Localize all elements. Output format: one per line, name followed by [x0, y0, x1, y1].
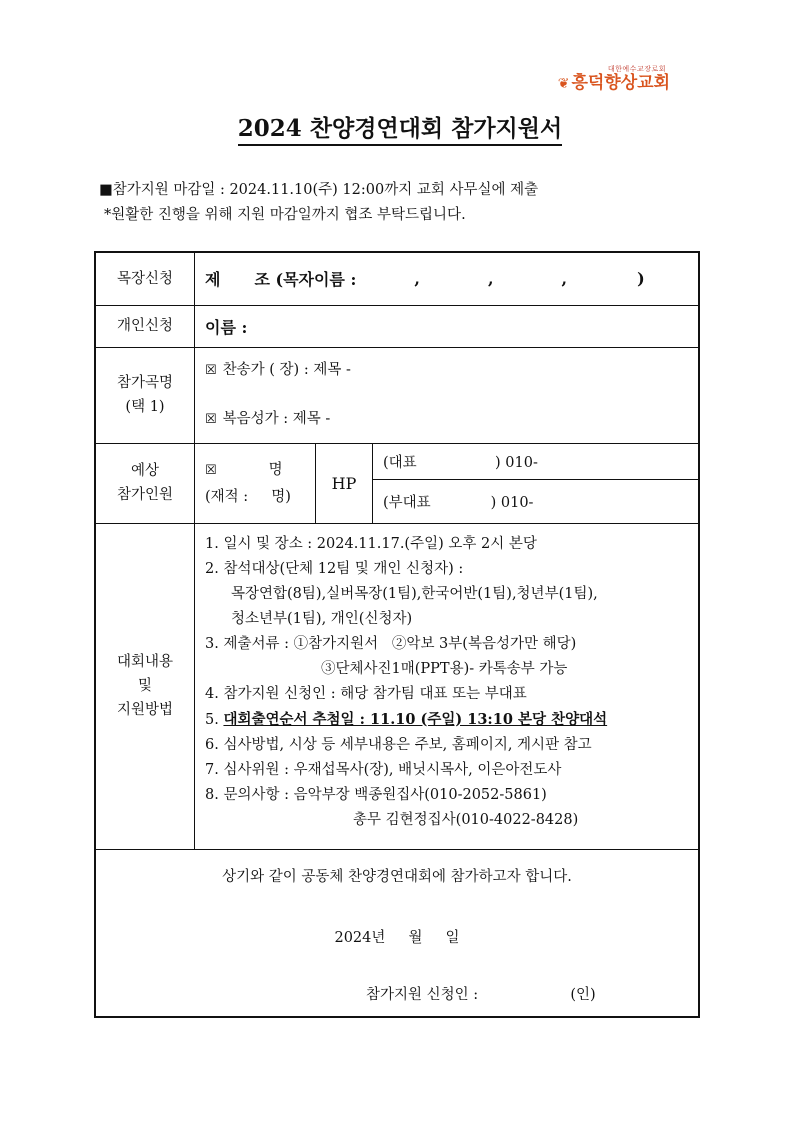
yesang-label-line1: 예상: [130, 463, 159, 479]
headcount-field[interactable]: [195, 443, 316, 523]
mokjang-jo: 조 (목자이름 :: [254, 270, 357, 290]
gok-label: [95, 347, 195, 443]
gok-label-line1: 참가곡명: [116, 375, 174, 391]
mokjang-label: 목장신청: [95, 252, 195, 305]
declaration-text: 상기와 같이 공동체 찬양경연대회에 참가하고자 합니다.: [222, 869, 572, 886]
list-item: 8. 문의사항 : 음악부장 백종원집사(010-2052-5861): [205, 786, 547, 803]
row-sign: [95, 849, 699, 1017]
mokjang-close: ): [637, 269, 645, 289]
daepyo-phone-field[interactable]: [373, 443, 700, 479]
applicant-signature-line[interactable]: 참가지원 신청인 : (인): [366, 987, 596, 1004]
list-item: 청소년부(1팀), 개인(신청자): [231, 610, 413, 627]
list-item: [205, 707, 698, 733]
gaein-name-label: 이름 :: [205, 317, 248, 337]
mokjang-sep-3: ,: [561, 269, 568, 289]
list-item: 2. 참석대상(단체 12팀 및 개인 신청자) :: [205, 560, 464, 577]
document-title: [0, 110, 800, 143]
daehoe-label-line3: 지원방법: [116, 702, 174, 718]
row-gaein: [95, 305, 699, 347]
signature-section: [95, 849, 699, 1017]
logo-subtitle: 대한예수교장로회: [607, 65, 666, 73]
mokjang-field[interactable]: [195, 252, 700, 305]
row-yesang-1: [95, 443, 699, 479]
mokjang-sep-2: ,: [487, 269, 494, 289]
contest-info-list: [195, 523, 700, 849]
title-text: 2024 찬양경연대회 참가지원서: [238, 115, 562, 146]
list-item: 목장연합(8팀),실버목장(1팀),한국어반(1팀),청년부(1팀),: [231, 585, 598, 602]
hymn-option[interactable]: [205, 357, 698, 384]
gaein-label: 개인신청: [95, 305, 195, 347]
list-item: 7. 심사위원 : 우재섭목사(장), 배닛시목사, 이은아전도사: [205, 761, 562, 778]
gaein-field[interactable]: [195, 305, 700, 347]
checkbox-icon[interactable]: ☒: [205, 412, 217, 427]
headcount-unit: 명: [268, 461, 283, 478]
gok-field: [195, 347, 700, 443]
yesang-label-line2: 참가인원: [116, 487, 174, 503]
list-item: 4. 참가지원 신청인 : 해당 참가팀 대표 또는 부대표: [205, 685, 527, 702]
hymn-text: 찬송가 ( 장) : 제목 -: [222, 362, 351, 378]
logo-name: [558, 74, 670, 93]
enrolled-count: (재적 : 명): [205, 488, 291, 505]
row-gok: [95, 347, 699, 443]
cooperation-notice: *원활한 진행을 위해 지원 마감일까지 협조 부탁드립니다.: [104, 207, 466, 223]
mokjang-jae: 제: [205, 270, 221, 290]
logo-text: 흥덕향상교회: [571, 73, 670, 93]
yesang-label: [95, 443, 195, 523]
leaf-icon: ❦: [557, 76, 570, 92]
daehoe-label: [95, 523, 195, 849]
checkbox-icon[interactable]: ☒: [205, 363, 217, 378]
gospel-text: 복음성가 : 제목 -: [222, 411, 331, 427]
mokjang-sep-1: ,: [414, 269, 420, 289]
deadline-notice: ■참가지원 마감일 : 2024.11.10(주) 12:00까지 교회 사무실에 제출: [99, 182, 539, 198]
church-logo: [558, 64, 670, 93]
date-line[interactable]: 2024년 월 일: [334, 930, 460, 947]
list-item: 3. 제출서류 : ①참가지원서 ②악보 3부(복음성가만 해당): [205, 635, 577, 652]
list-item: 1. 일시 및 장소 : 2024.11.17.(주일) 오후 2시 본당: [205, 535, 537, 552]
gospel-option[interactable]: [205, 406, 698, 433]
list-item: 총무 김현정집사(010-4022-8428): [353, 811, 579, 828]
row-daehoe: [95, 523, 699, 849]
list-number: 5.: [205, 711, 224, 728]
daehoe-label-line2: 및: [137, 678, 152, 694]
application-form: [94, 251, 700, 1018]
daepyo-phone: (대표 ) 010-: [383, 454, 538, 471]
checkbox-icon[interactable]: ☒: [205, 462, 217, 478]
list-item: ③단체사진1매(PPT용)- 카톡송부 가능: [321, 660, 568, 677]
budaepyo-phone: (부대표 ) 010-: [383, 494, 534, 511]
hp-label: HP: [316, 443, 373, 523]
row-mokjang: [95, 252, 699, 305]
draw-date-highlight: 대회출연순서 추첨일 : 11.10 (주일) 13:10 본당 찬양대석: [223, 710, 608, 728]
list-item: 6. 심사방법, 시상 등 세부내용은 주보, 홈페이지, 게시판 참고: [205, 736, 592, 753]
gok-label-line2: (택 1): [125, 399, 165, 415]
budaepyo-phone-field[interactable]: [373, 479, 700, 523]
daehoe-label-line1: 대회내용: [116, 654, 174, 670]
